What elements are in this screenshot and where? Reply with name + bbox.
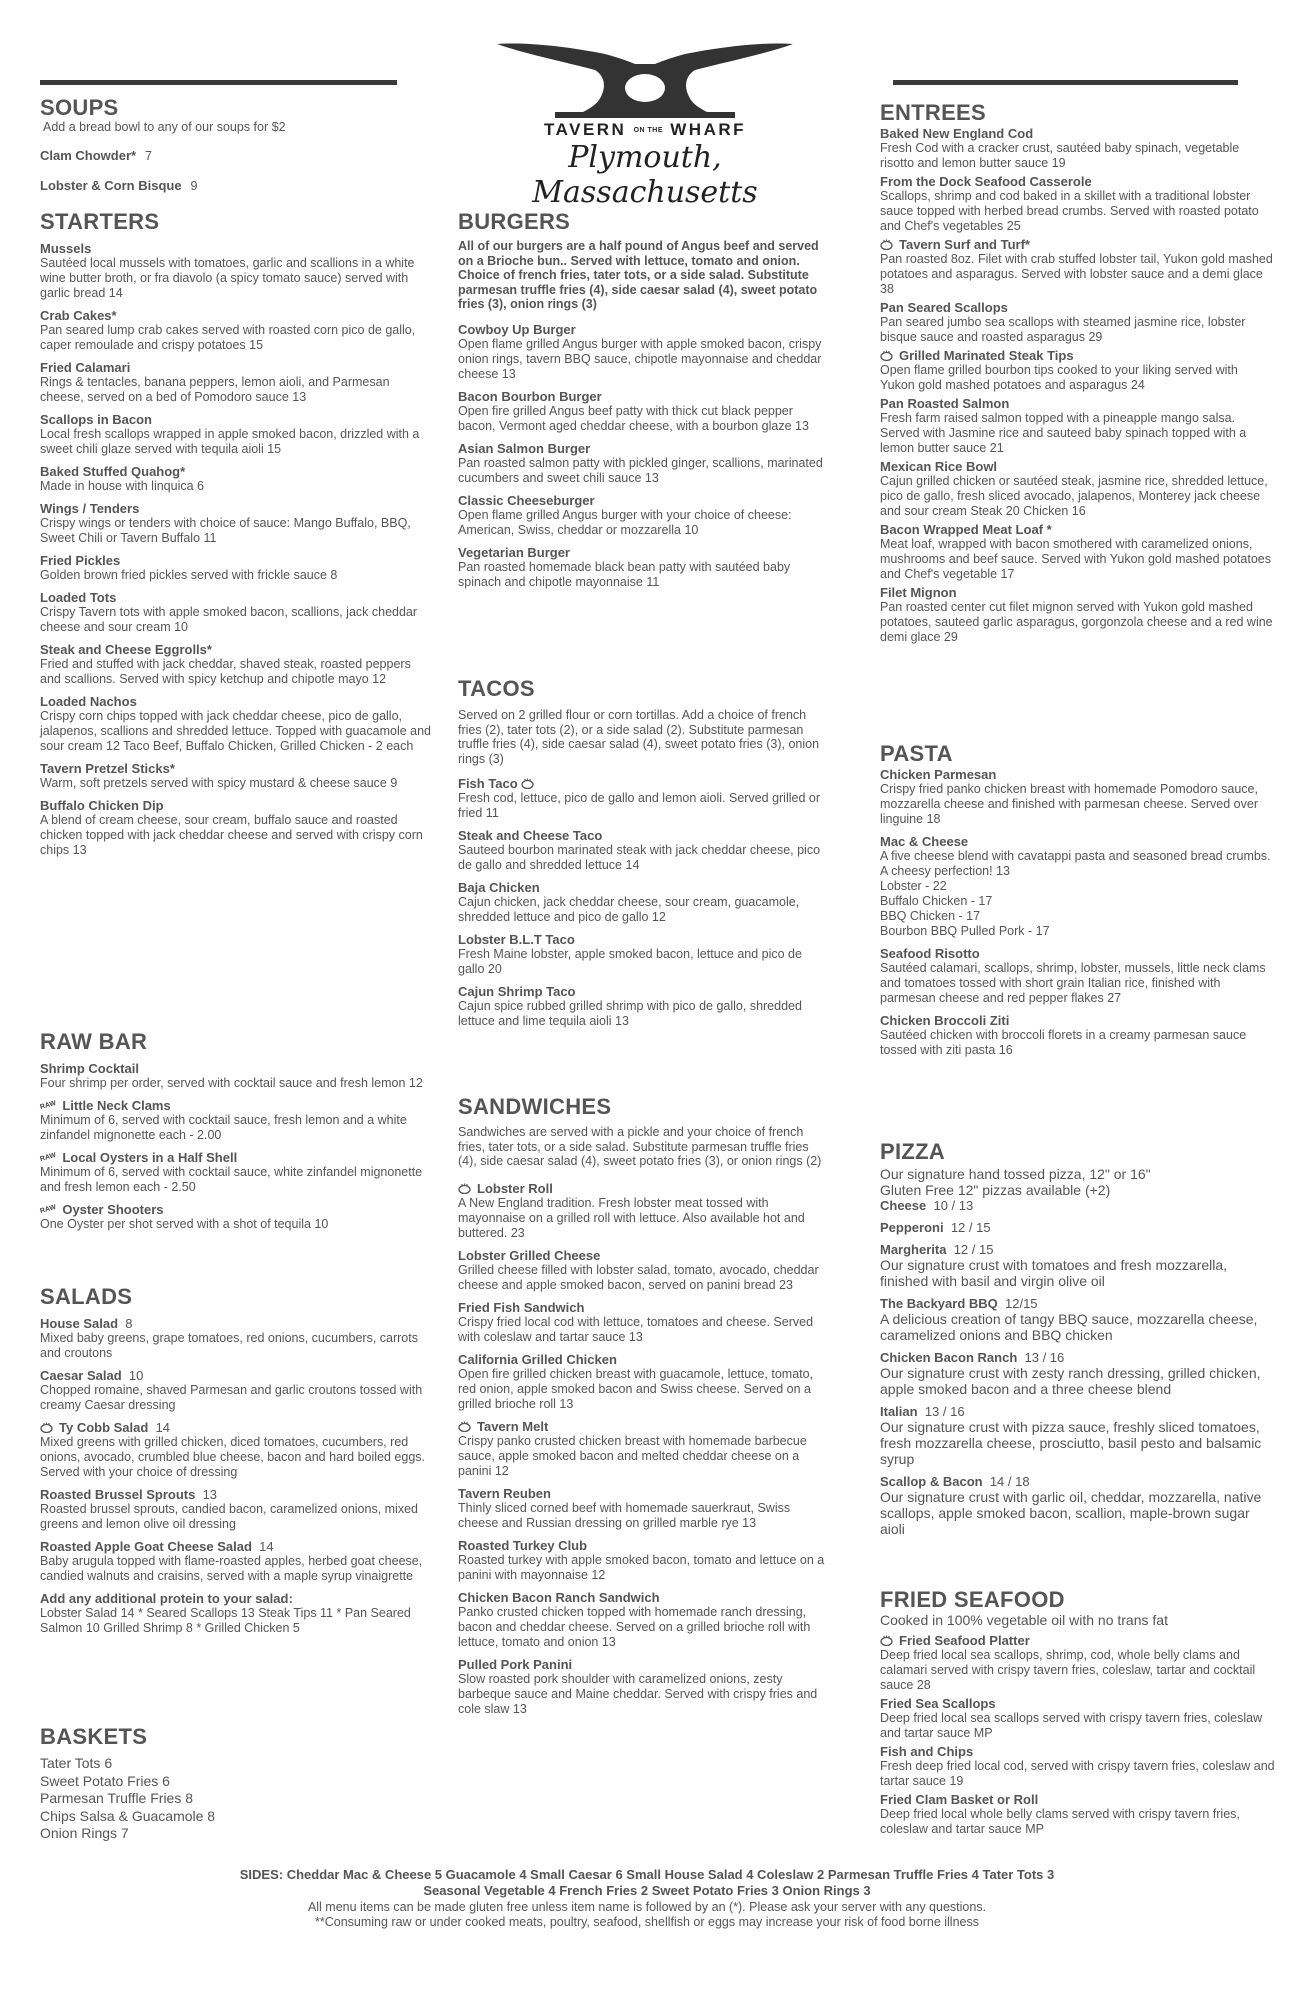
item-name: Margherita [880,1242,947,1257]
item-name: Cheese [880,1198,927,1213]
item-addon: BBQ Chicken - 17 [880,909,981,923]
item-desc: A blend of cream cheese, sour cream, buffalo sauce and roasted chicken topped with jack cheddar cheese and served with crispy corn chips 13 [40,813,423,857]
menu-item [40,360,435,405]
item-desc: Slow roasted pork shoulder with caramelized onions, zesty barbeque sauce and Maine cheddar. Served with crispy fries and cole slaw 13 [458,1671,818,1716]
item-desc: Deep fried local sea scallops served with crispy tavern fries, coleslaw and tartar sauce MP [880,1711,1263,1740]
item-desc: Scallops, shrimp and cod baked in a skillet with a traditional lobster sauce topped with herbed bread crumbs. Served with roasted potato and Chef's vegetables 25 [880,189,1259,233]
item-desc: Minimum of 6, served with cocktail sauce, white zinfandel mignonette and fresh lemon each - 2.50 [40,1165,423,1194]
item-desc: Mixed baby greens, grape tomatoes, red onions, cucumbers, carrots and croutons [40,1331,418,1360]
section-intro: Our signature hand tossed pizza, 12" or 16" Gluten Free 12" pizzas available (+2) [880,1166,1151,1198]
menu-item [40,761,435,791]
menu-item [458,1590,830,1650]
sides-line: SIDES: Cheddar Mac & Cheese 5 Guacamole 4 Small Caesar 6 Small House Salad 4 Coleslaw 2 Parmesan Truffle Fries 4 Tater Tots 3 [239,1867,1055,1882]
gluten-free-icon [40,1422,53,1433]
item-desc: Deep fried local sea scallops, shrimp, cod, whole belly clams and calamari served with crispy tavern fries, coleslaw, tartar and cocktail sauce 28 [880,1648,1256,1692]
menu-item [458,389,830,434]
gluten-free-icon [458,1183,471,1194]
section-title: SOUPS [40,95,119,120]
list-item: Sweet Potato Fries 6 [40,1772,170,1789]
item-name: Filet Mignon [880,585,957,600]
item-name: Tavern Melt [477,1418,549,1434]
menu-item [458,322,830,382]
menu-item [40,177,435,195]
menu-item [40,1061,435,1091]
section-intro: Cooked in 100% vegetable oil with no trans fat [880,1612,1168,1628]
menu-item [458,1538,830,1583]
menu-item [40,1202,435,1232]
item-desc: Fresh cod, lettuce, pico de gallo and lemon aioli. Served grilled or fried 11 [458,791,821,820]
menu-item [880,767,1275,827]
item-name: Buffalo Chicken Dip [40,798,164,813]
menu-item [880,1792,1275,1837]
item-name: Baked Stuffed Quahog* [40,464,186,479]
menu-item [40,1420,435,1480]
menu-item [458,545,830,590]
section-baskets [40,1725,435,1843]
section-title: STARTERS [40,209,160,234]
section-intro: All of our burgers are a half pound of Angus beef and served on a Brioche bun.. Served with lettuce, tomato and onion. Choice of french fries, tater tots, or a side salad. Substitute parmesan truffle fries (4), side caesar salad (4), sweet potato fries (3), onion rings (3) [458,239,819,311]
item-price: 13 [202,1487,218,1502]
section-title: ENTREES [880,100,987,125]
item-desc: Fresh deep fried local cod, served with crispy tavern fries, coleslaw and tartar sauce 19 [880,1759,1275,1788]
item-price: 7 [144,148,152,163]
item-name: California Grilled Chicken [458,1351,617,1367]
menu-item [40,308,435,353]
item-desc: Pan roasted center cut filet mignon served with Yukon gold mashed potatoes, sauteed garlic asparagus, gorgonzola cheese and a red wine demi glace 29 [880,600,1273,644]
menu-item [40,1539,435,1584]
item-price: 9 [190,178,198,193]
item-name: Wings / Tenders [40,501,140,516]
item-desc: Sautéed calamari, scallops, shrimp, lobster, mussels, little neck clams and tomatoes tossed with short grain Italian rice, finished with parmesan cheese and red pepper flakes 27 [880,961,1266,1005]
item-desc: Deep fried local whole belly clams served with crispy tavern fries, coleslaw and tartar sauce MP [880,1807,1240,1836]
item-desc: A delicious creation of tangy BBQ sauce, mozzarella cheese, caramelized onions and BBQ chicken [880,1311,1258,1343]
item-name: Little Neck Clams [62,1098,171,1113]
menu-item [458,1419,830,1479]
item-desc: Thinly sliced corned beef with homemade sauerkraut, Swiss cheese and Russian dressing on grilled marble rye 13 [458,1500,791,1530]
menu-item [40,1150,435,1195]
restaurant-logo [460,36,830,210]
item-desc: Open fire grilled Angus beef patty with thick cut black pepper bacon, Vermont aged cheddar cheese, with a bourbon glaze 13 [458,403,809,433]
list-item: Chips Salsa & Guacamole 8 [40,1807,216,1824]
item-name: Lobster B.L.T Taco [458,932,575,947]
section-title: BURGERS [458,209,571,234]
section-title: PASTA [880,741,953,766]
menu-item [40,553,435,583]
gluten-free-icon [880,239,893,250]
item-desc: Mixed greens with grilled chicken, diced tomatoes, cucumbers, red onions, avocado, crumbled blue cheese, bacon and hard boiled eggs. Served with your choice of dressing [40,1435,425,1479]
gluten-free-icon [880,1635,893,1646]
item-desc: Golden brown fried pickles served with frickle sauce 8 [40,568,338,582]
item-price: 12 / 15 [950,1220,991,1235]
item-desc: Warm, soft pretzels served with spicy mustard & cheese sauce 9 [40,776,398,790]
item-name: Seafood Risotto [880,946,980,961]
item-name: Shrimp Cocktail [40,1061,139,1076]
item-name: Fried Seafood Platter [899,1633,1030,1648]
item-name: Baked New England Cod [880,126,1034,141]
item-name: Oyster Shooters [62,1202,164,1217]
menu-item [40,412,435,457]
item-name: Chicken Bacon Ranch Sandwich [458,1589,660,1605]
item-desc: Roasted brussel sprouts, candied bacon, caramelized onions, mixed greens and lemon olive oil dressing [40,1502,418,1531]
item-name: Tavern Surf and Turf* [899,237,1030,252]
section-title: BASKETS [40,1724,148,1749]
menu-item [458,776,830,821]
section-title: TACOS [458,676,535,701]
item-name: Local Oysters in a Half Shell [62,1150,238,1165]
item-addon: Lobster - 22 [880,879,947,893]
item-name: Asian Salmon Burger [458,440,591,456]
item-name: Chicken Bacon Ranch [880,1350,1018,1365]
item-desc: Made in house with linquica 6 [40,479,204,493]
item-desc: Crispy corn chips topped with jack cheddar cheese, pico de gallo, jalapenos, scallions and shredded lettuce. Topped with guacamole and sour cream 12 Taco Beef, Buffalo Chicken, Grilled Chicken - 2 each [40,709,432,753]
item-name: Classic Cheeseburger [458,492,595,508]
item-price: 14 [259,1539,274,1554]
raw-badge-icon: RAW [39,1100,57,1111]
item-desc: Crispy Tavern tots with apple smoked bacon, scallions, jack cheddar cheese and sour cream 10 [40,605,418,634]
item-name: Lobster Grilled Cheese [458,1247,601,1263]
menu-item [880,348,1275,393]
item-desc: Our signature crust with zesty ranch dressing, grilled chicken, apple smoked bacon and a three cheese blend [880,1365,1261,1397]
item-name: Crab Cakes* [40,308,117,323]
item-name: Roasted Turkey Club [458,1537,588,1553]
section-starters [40,210,435,858]
menu-item [880,1404,1275,1467]
item-name: Bacon Wrapped Meat Loaf * [880,522,1052,537]
item-desc: Pan seared jumbo sea scallops with steamed jasmine rice, lobster bisque sauce and roasted asparagus 29 [880,315,1246,344]
item-name: Cowboy Up Burger [458,321,576,337]
section-pizza [880,1140,1275,1537]
item-price: 10 [128,1368,144,1383]
menu-item [880,1013,1275,1058]
item-name: Fried Fish Sandwich [458,1299,585,1315]
item-desc: Rings & tentacles, banana peppers, lemon aioli, and Parmesan cheese, served on a bed of Pomodoro sauce 13 [40,375,390,404]
menu-item [40,590,435,635]
list-item: Tater Tots 6 [40,1755,113,1771]
item-desc: Panko crusted chicken topped with homemade ranch dressing, bacon and cheddar cheese. Served on a grilled brioche roll with lettuce, tomato and onion 13 [458,1604,811,1649]
item-name: Fried Sea Scallops [880,1696,996,1711]
item-price: 14 [155,1420,171,1435]
item-desc: Pan seared lump crab cakes served with roasted corn pico de gallo, caper remoulade and crispy potatoes 15 [40,323,416,352]
item-desc: Crispy fried panko chicken breast with homemade Pomodoro sauce, mozzarella cheese and finished with parmesan cheese. Served over linguine 18 [880,782,1258,826]
item-desc: Fresh Maine lobster, apple smoked bacon, lettuce and pico de gallo 20 [458,947,802,976]
menu-item [458,441,830,486]
item-name: Tavern Pretzel Sticks* [40,761,175,776]
item-name: Pepperoni [880,1220,944,1235]
menu-item [40,501,435,546]
section-fried-seafood [880,1588,1275,1837]
item-desc: Roasted turkey with apple smoked bacon, tomato and lettuce on a panini with mayonnaise 12 [458,1552,825,1582]
menu-item [880,522,1275,582]
menu-item [880,1696,1275,1741]
menu-item [458,932,830,977]
item-name: Scallop & Bacon [880,1474,983,1489]
menu-item [880,300,1275,345]
section-title: SALADS [40,1284,133,1309]
item-name: Chicken Broccoli Ziti [880,1013,1010,1028]
item-name: From the Dock Seafood Casserole [880,174,1092,189]
menu-item [40,147,435,165]
item-name: Vegetarian Burger [458,544,570,560]
menu-item [458,493,830,538]
item-desc: Pan roasted salmon patty with pickled ginger, scallions, marinated cucumbers and sweet chili sauce 13 [458,455,823,485]
item-name: Grilled Marinated Steak Tips [899,348,1074,363]
item-name: Pulled Pork Panini [458,1656,573,1672]
item-desc: Cajun grilled chicken or sautéed steak, jasmine rice, shredded lettuce, pico de gallo, fresh sliced avocado, jalapenos, Monterey jack cheese and sour cream Steak 20 Chicken 16 [880,474,1268,518]
item-desc: Meat loaf, wrapped with bacon smothered with caramelized onions, mushrooms and beef sauce. Served with Yukon gold mashed potatoes and Chef's vegetable 17 [880,537,1271,581]
item-name: Cajun Shrimp Taco [458,984,576,999]
menu-item [458,1657,830,1717]
menu-item [880,459,1275,519]
item-name: Roasted Apple Goat Cheese Salad [40,1539,252,1554]
item-desc: Our signature crust with garlic oil, cheddar, mozzarella, native scallops, apple smoked bacon, scallion, maple-brown sugar aioli [880,1489,1262,1537]
menu-item [40,642,435,687]
gluten-free-note: All menu items can be made gluten free unless item name is followed by an (*). Please ask your server with any questions. [307,1900,987,1914]
menu-item [880,126,1275,171]
menu-footer [0,1867,1294,1930]
item-desc: Sautéed local mussels with tomatoes, garlic and scallions in a white wine butter broth, or fra diavolo (a spicy tomato sauce) served with garlic bread 14 [40,256,415,300]
item-name: Scallops in Bacon [40,412,152,427]
item-name: Roasted Brussel Sprouts [40,1487,196,1502]
item-name: Caesar Salad [40,1368,122,1383]
item-addon: Bourbon BBQ Pulled Pork - 17 [880,924,1050,938]
section-pasta [880,742,1275,1058]
item-desc: Open flame grilled Angus burger with your choice of cheese: American, Swiss, cheddar or mozzarella 10 [458,507,792,537]
section-title: PIZZA [880,1139,946,1164]
menu-item [880,237,1275,297]
item-name: Fried Clam Basket or Roll [880,1792,1039,1807]
item-desc: Open flame grilled Angus burger with apple smoked bacon, crispy onion rings, tavern BBQ sauce, chipotle mayonnaise and cheddar cheese 13 [458,336,822,381]
top-rule-right [893,80,1238,85]
menu-item [880,585,1275,645]
list-item: Parmesan Truffle Fries 8 [40,1790,194,1806]
gluten-free-icon [458,1421,471,1432]
item-name: Steak and Cheese Eggrolls* [40,642,212,657]
item-desc: Cajun spice rubbed grilled shrimp with pico de gallo, shredded lettuce and lime tequila aioli 13 [458,999,802,1028]
menu-item [458,1248,830,1293]
section-title: FRIED SEAFOOD [880,1587,1065,1612]
item-desc: Local fresh scallops wrapped in apple smoked bacon, drizzled with a sweet chili glaze served with tequila aioli 15 [40,427,420,456]
menu-item [880,1296,1275,1343]
item-desc: Our signature crust with tomatoes and fresh mozzarella, finished with basil and virgin olive oil [880,1257,1228,1289]
item-name: Fried Calamari [40,360,131,375]
boat-cleat-icon [495,36,795,121]
menu-item [880,1350,1275,1397]
item-name: Mussels [40,241,92,256]
item-desc: Pan roasted 8oz. Filet with crab stuffed lobster tail, Yukon gold mashed potatoes and asparagus. Served with lobster sauce and a demi glace 38 [880,252,1273,296]
menu-item [458,1181,830,1241]
menu-item [880,834,1275,939]
item-name: Tavern Reuben [458,1485,551,1501]
menu-item [40,464,435,494]
gluten-free-icon [521,778,534,789]
item-name: Add any additional protein to your salad: [40,1591,293,1606]
item-name: Italian [880,1404,918,1419]
item-desc: Sautéed chicken with broccoli florets in a creamy parmesan sauce tossed with ziti pasta 16 [880,1028,1247,1057]
section-tacos [458,677,830,1029]
item-desc: Minimum of 6, served with cocktail sauce, fresh lemon and a white zinfandel mignonette each - 2.00 [40,1113,407,1142]
item-name: Chicken Parmesan [880,767,997,782]
raw-badge-icon: RAW [39,1204,57,1215]
menu-item [458,880,830,925]
item-desc: Open flame grilled bourbon tips cooked to your liking served with Yukon gold mashed potatoes and asparagus 24 [880,363,1238,392]
item-price: 12 / 15 [953,1242,994,1257]
logo-town-script: Plymouth, Massachusetts [532,140,758,210]
section-intro: Sandwiches are served with a pickle and your choice of french fries, tater tots, or a side salad. Substitute parmesan truffle fries (4), side caesar salad (4), sweet potato fries (3), or onion rings (2) [458,1125,822,1168]
item-name: Fish and Chips [880,1744,974,1759]
item-desc: Crispy fried local cod with lettuce, tomatoes and cheese. Served with coleslaw and tartar sauce 13 [458,1314,814,1344]
menu-item [458,828,830,873]
menu-item [880,1744,1275,1789]
item-desc: Our signature crust with pizza sauce, freshly sliced tomatoes, fresh mozzarella cheese, prosciutto, basil pesto and balsamic syrup [880,1419,1262,1467]
raw-food-warning: **Consuming raw or under cooked meats, poultry, seafood, shellfish or eggs may increase your risk of food borne illness [315,1915,979,1929]
item-price: 10 / 13 [933,1198,974,1213]
menu-item [40,1487,435,1532]
item-name: Loaded Tots [40,590,117,605]
item-desc: Sauteed bourbon marinated steak with jack cheddar cheese, pico de gallo and shredded lettuce 14 [458,843,821,872]
menu-item [880,1220,1275,1235]
raw-badge-icon: RAW [39,1152,57,1163]
item-name: Mexican Rice Bowl [880,459,998,474]
sides-line: Seasonal Vegetable 4 French Fries 2 Sweet Potato Fries 3 Onion Rings 3 [423,1883,871,1898]
section-intro: Served on 2 grilled flour or corn tortillas. Add a choice of french fries (2), tater tots (2), or a side salad (2). Substitute parmesan truffle fries (4), side caesar salad (4), sweet potato fries (3), onion rings (3) [458,708,820,766]
menu-item [880,1198,1275,1213]
item-desc: Crispy wings or tenders with choice of sauce: Mango Buffalo, BBQ, Sweet Chili or Tavern Buffalo 11 [40,516,411,545]
menu-item [40,1098,435,1143]
menu-item [40,798,435,858]
menu-item [880,946,1275,1006]
menu-item [40,1368,435,1413]
item-name: Baja Chicken [458,880,540,895]
item-desc: A five cheese blend with cavatappi pasta and seasoned bread crumbs. A cheesy perfection! 13 [880,849,1271,878]
item-name: Fried Pickles [40,553,121,568]
section-title: SANDWICHES [458,1094,612,1119]
menu-item [880,396,1275,456]
item-desc: Four shrimp per order, served with cocktail sauce and fresh lemon 12 [40,1076,423,1090]
item-name: Pan Seared Scallops [880,300,1008,315]
section-raw-bar [40,1030,435,1232]
item-desc: Grilled cheese filled with lobster salad, tomato, avocado, cheddar cheese and apple smoked bacon, served on panini bread 23 [458,1262,819,1292]
item-name: Pan Roasted Salmon [880,396,1010,411]
item-name: The Backyard BBQ [880,1296,998,1311]
item-desc: Open fire grilled chicken breast with guacamole, lettuce, tomato, red onion, apple smoked bacon and Swiss cheese. Served on a grilled brioche roll 13 [458,1366,814,1411]
menu-item [458,1300,830,1345]
item-desc: Cajun chicken, jack cheddar cheese, sour cream, guacamole, shredded lettuce and pico de gallo 12 [458,895,800,924]
menu-item [880,1474,1275,1537]
item-name: Clam Chowder* [40,147,137,163]
item-name: Steak and Cheese Taco [458,828,603,843]
section-intro: Add a bread bowl to any of our soups for $2 [43,120,286,134]
item-name: House Salad [40,1316,119,1331]
item-desc: Pan roasted homemade black bean patty with sautéed baby spinach and chipotle mayonnaise 11 [458,559,791,589]
section-burgers [458,210,830,590]
item-price: 14 / 18 [989,1474,1030,1489]
gluten-free-icon [880,350,893,361]
section-sandwiches [458,1095,830,1717]
item-desc: One Oyster per shot served with a shot of tequila 10 [40,1217,329,1231]
item-desc: Fried and stuffed with jack cheddar, shaved steak, roasted peppers and scallions. Served with spicy ketchup and chipotle mayo 12 [40,657,411,686]
item-price: 12/15 [1005,1296,1038,1311]
item-price: 13 / 16 [1024,1350,1065,1365]
item-name: Mac & Cheese [880,834,969,849]
menu-item [880,1242,1275,1289]
menu-item [40,1316,435,1361]
item-price: 8 [125,1316,133,1331]
menu-item [458,984,830,1029]
item-name: Bacon Bourbon Burger [458,388,602,404]
menu-item [40,1591,435,1636]
section-soups [40,96,435,195]
menu-item [880,1633,1275,1693]
item-desc: Fresh farm raised salmon topped with a pineapple mango salsa. Served with Jasmine rice and sauteed baby spinach topped with a lemon butter sauce 21 [880,411,1247,455]
logo-wordmark: TAVERN ON THE WHARF [543,120,747,139]
menu-item [458,1486,830,1531]
item-desc: Lobster Salad 14 * Seared Scallops 13 Steak Tips 11 * Pan Seared Salmon 10 Grilled Shrimp 8 * Grilled Chicken 5 [40,1606,411,1635]
item-desc: Fresh Cod with a cracker crust, sautéed baby spinach, vegetable risotto and lemon butter sauce 19 [880,141,1240,170]
top-rule-left [40,80,397,85]
menu-item [458,1352,830,1412]
item-addon: Buffalo Chicken - 17 [880,894,993,908]
item-price: 13 / 16 [924,1404,965,1419]
item-name: Lobster & Corn Bisque [40,177,182,193]
menu-item [880,174,1275,234]
section-title: RAW BAR [40,1029,148,1054]
menu-item [40,694,435,754]
item-name: Loaded Nachos [40,694,137,709]
menu-item [40,241,435,301]
item-name: Ty Cobb Salad [59,1420,149,1435]
item-desc: A New England tradition. Fresh lobster meat tossed with mayonnaise on a grilled roll with lettuce. Also available hot and buttered. 23 [458,1195,805,1240]
item-desc: Chopped romaine, shaved Parmesan and garlic croutons tossed with creamy Caesar dressing [40,1383,423,1412]
list-item: Onion Rings 7 [40,1825,129,1841]
item-name: Fish Taco [458,776,518,791]
item-desc: Baby arugula topped with flame-roasted apples, herbed goat cheese, candied walnuts and craisins, served with a maple syrup vinaigrette [40,1554,423,1583]
section-salads [40,1285,435,1636]
item-name: Lobster Roll [477,1180,553,1196]
item-desc: Crispy panko crusted chicken breast with homemade barbecue sauce, apple smoked bacon and melted cheddar cheese on a panini 12 [458,1433,807,1478]
section-entrees [880,101,1275,645]
